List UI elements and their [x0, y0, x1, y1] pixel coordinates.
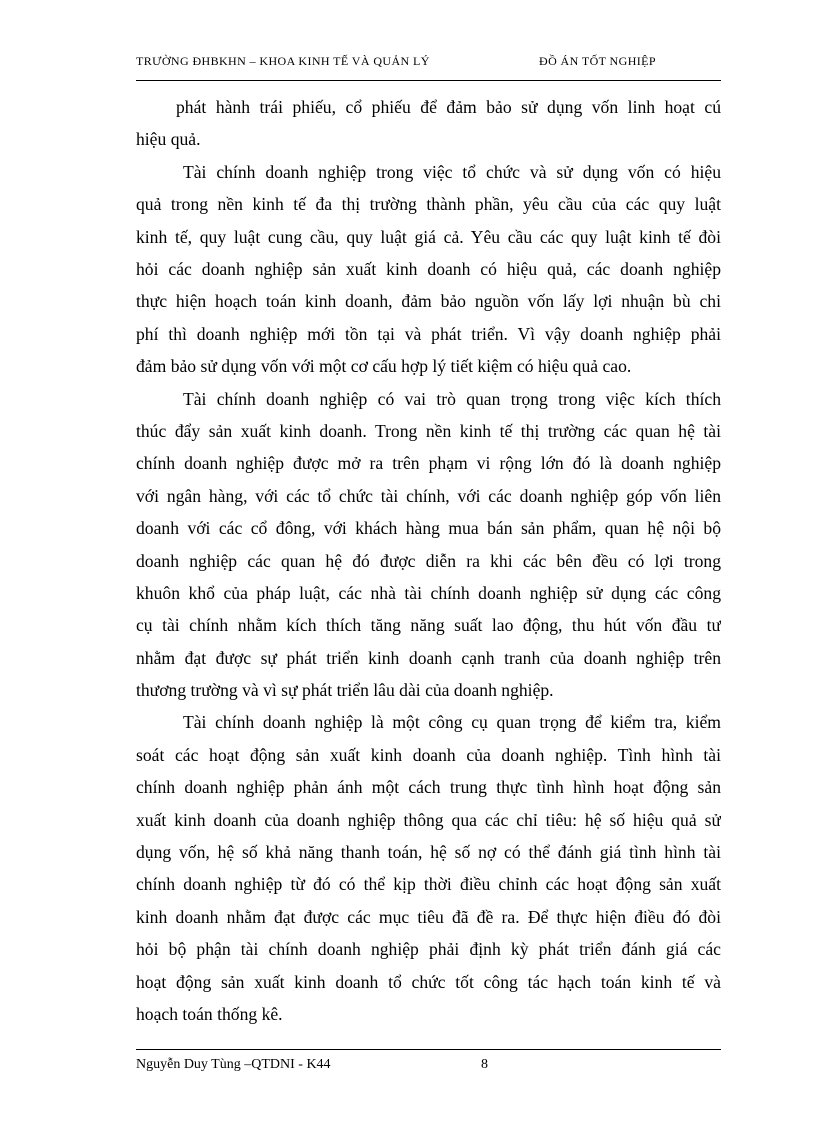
header-rule	[136, 80, 721, 81]
text-line: Tài chính doanh nghiệp có vai trò quan trọng trong việc kích thích	[183, 388, 721, 409]
page-footer	[136, 1057, 721, 1077]
header-school: TRƯỜNG ĐHBKHN – KHOA KINH TẾ VÀ QUẢN LÝ	[136, 54, 430, 68]
text-line: hiệu quả.	[136, 129, 201, 150]
text-line: thực hiện hoạch toán kinh doanh, đảm bảo nguồn vốn lấy lợi nhuận bù chi	[136, 291, 721, 312]
text-line: khuôn khổ của pháp luật, các nhà tài chính doanh nghiệp sử dụng các công	[136, 582, 721, 603]
text-line: doanh với các cổ đông, với khách hàng mua bán sản phẩm, quan hệ nội bộ	[136, 518, 721, 539]
text-line: xuất kinh doanh của doanh nghiệp thông qua các chỉ tiêu: hệ số hiệu quả sử	[136, 809, 721, 830]
text-line: hoạt động sản xuất kinh doanh tổ chức tốt công tác hạch toán kinh tế và	[136, 971, 721, 992]
text-line: nhằm đạt được sự phát triển kinh doanh cạnh tranh của doanh nghiệp trên	[136, 647, 721, 668]
header-document-type: ĐỒ ÁN TỐT NGHIỆP	[539, 54, 656, 68]
body-text	[136, 91, 721, 1030]
text-line: quả trong nền kinh tế đa thị trường thành phần, yêu cầu của các quy luật	[136, 194, 721, 215]
text-line: dụng vốn, hệ số khả năng thanh toán, hệ số nợ có thể đánh giá tình hình tài	[136, 842, 721, 863]
text-line: chính doanh nghiệp được mở ra trên phạm vi rộng lớn đó là doanh nghiệp	[136, 453, 721, 474]
text-line: phát hành trái phiếu, cổ phiếu để đảm bảo sử dụng vốn linh hoạt cú	[176, 97, 721, 117]
text-line: thúc đẩy sản xuất kinh doanh. Trong nền kinh tế thị trường các quan hệ tài	[136, 420, 721, 441]
footer-author: Nguyễn Duy Tùng –QTDNI - K44	[136, 1057, 331, 1072]
text-line: chính doanh nghiệp phản ánh một cách trung thực tình hình hoạt động sản	[136, 777, 721, 798]
page-header	[136, 54, 721, 74]
text-line: cụ tài chính nhằm kích thích tăng năng suất lao động, thu hút vốn đầu tư	[136, 615, 721, 636]
text-line: kinh tế, quy luật cung cầu, quy luật giá cả. Yêu cầu các quy luật kinh tế đòi	[136, 226, 721, 247]
text-line: chính doanh nghiệp từ đó có thể kịp thời điều chỉnh các hoạt động sản xuất	[136, 874, 721, 895]
text-line: thương trường và vì sự phát triển lâu dài của doanh nghiệp.	[136, 680, 554, 701]
text-line: hoạch toán thống kê.	[136, 1003, 283, 1024]
text-line: kinh doanh nhằm đạt được các mục tiêu đã đề ra. Để thực hiện điều đó đòi	[136, 906, 721, 927]
text-line: hỏi các doanh nghiệp sản xuất kinh doanh có hiệu quả, các doanh nghiệp	[136, 258, 721, 279]
text-line: với ngân hàng, với các tổ chức tài chính, với các doanh nghiệp góp vốn liên	[136, 485, 721, 506]
page-number: 8	[481, 1057, 488, 1072]
text-line: hỏi bộ phận tài chính doanh nghiệp phải định kỳ phát triển đánh giá các	[136, 939, 721, 960]
text-line: phí thì doanh nghiệp mới tồn tại và phát triển. Vì vậy doanh nghiệp phải	[136, 323, 721, 344]
text-line: soát các hoạt động sản xuất kinh doanh của doanh nghiệp. Tình hình tài	[136, 744, 721, 765]
text-line: doanh nghiệp các quan hệ đó được diễn ra khi các bên đều có lợi trong	[136, 550, 721, 571]
text-line: Tài chính doanh nghiệp trong việc tổ chức và sử dụng vốn có hiệu	[183, 161, 721, 182]
text-line: đảm bảo sử dụng vốn với một cơ cấu hợp lý tiết kiệm có hiệu quả cao.	[136, 356, 632, 377]
footer-rule	[136, 1049, 721, 1050]
text-line: Tài chính doanh nghiệp là một công cụ quan trọng để kiểm tra, kiểm	[183, 712, 721, 733]
